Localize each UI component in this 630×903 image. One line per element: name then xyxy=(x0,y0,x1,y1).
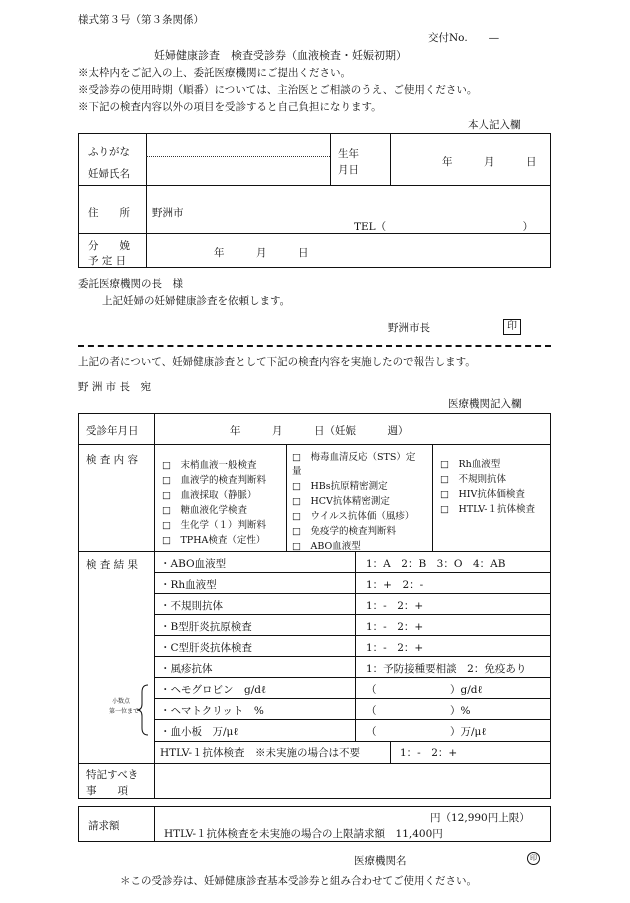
test-option[interactable]: □ 末梢血液一般検査 xyxy=(162,460,257,471)
note-1: ※太枠内をご記入の上、委託医療機関にご提出ください。 xyxy=(78,67,351,79)
result-value[interactable]: 1：- 2：+ xyxy=(366,621,424,633)
htlv-value[interactable]: 1：- 2：+ xyxy=(400,747,458,759)
billing-label: 請求額 xyxy=(88,820,120,832)
footer-note: ＊この受診券は、妊婦健康診査基本受診券と組み合わせてご使用ください。 xyxy=(120,875,477,887)
test-option[interactable]: □ 糖血液化学検査 xyxy=(162,505,247,516)
result-value[interactable]: 1：- 2：+ xyxy=(366,600,424,612)
clinic-entry-label: 医療機関記入欄 xyxy=(448,398,522,410)
delivery-date-field[interactable]: 年 月 日 xyxy=(214,247,309,259)
issue-number-label: 交付No. — xyxy=(428,32,500,44)
result-value[interactable]: 1：A 2：B 3：O 4：AB xyxy=(366,558,506,570)
name-label: 妊婦氏名 xyxy=(88,168,130,180)
result-item: ・血小板 万/μℓ xyxy=(160,726,239,738)
result-value[interactable]: 1：+ 2：- xyxy=(366,579,424,591)
result-item: ・ヘマトクリット % xyxy=(160,705,264,717)
billing-limit[interactable]: 円（12,990円上限） xyxy=(430,812,530,824)
address-field[interactable]: 野洲市 xyxy=(152,207,184,219)
result-value[interactable]: （ ）g/dℓ xyxy=(366,684,483,696)
decimal-note-2: 第一位まで xyxy=(109,708,140,715)
self-entry-label: 本人記入欄 xyxy=(468,119,521,131)
test-option[interactable]: □ 生化学（１）判断料 xyxy=(162,520,266,531)
mayor-label: 野洲市長 xyxy=(388,322,430,334)
note-2: ※受診券の使用時期（順番）については、主治医とご相談のうえ、ご使用ください。 xyxy=(78,84,478,96)
remarks-label-1: 特記すべき xyxy=(86,769,139,781)
addressee: 委託医療機関の長 様 xyxy=(78,278,183,290)
test-option[interactable]: □ 血液採取（静脈） xyxy=(162,490,257,501)
exam-date-field[interactable]: 年 月 日（妊娠 週） xyxy=(230,425,409,437)
birth-label-2: 月日 xyxy=(338,164,359,176)
test-option[interactable]: □ 梅毒血清反応（STS）定 xyxy=(292,452,416,463)
test-option[interactable]: □ ABO血液型 xyxy=(292,541,361,552)
billing-htlv-note: HTLV-１抗体検査を未実施の場合の上限請求額 11,400円 xyxy=(164,828,443,840)
test-option[interactable]: □ HTLV-１抗体検査 xyxy=(440,504,535,515)
tests-label: 検 査 内 容 xyxy=(86,454,139,466)
clinic-seal-stamp: 印 xyxy=(527,852,540,865)
page-title: 妊婦健康診査 検査受診券（血液検査・妊娠初期） xyxy=(154,49,407,62)
test-option[interactable]: □ HCV抗体精密測定 xyxy=(292,496,390,507)
result-value[interactable]: （ ）% xyxy=(366,705,471,717)
address-label: 住 所 xyxy=(88,207,130,219)
result-value[interactable]: 1：予防接種要相談 2：免疫あり xyxy=(366,663,527,675)
result-item: ・B型肝炎抗原検査 xyxy=(160,621,252,633)
test-option[interactable]: □ TPHA検査（定性） xyxy=(162,535,266,546)
tel-field[interactable]: TEL（ ） xyxy=(354,221,534,233)
test-option-continuation: 量 xyxy=(292,466,302,477)
test-option[interactable]: □ 不規則抗体 xyxy=(440,474,506,485)
delivery-label-2: 予 定 日 xyxy=(88,255,127,267)
result-value[interactable]: 1：- 2：+ xyxy=(366,642,424,654)
request-text: 上記妊婦の妊婦健康診査を依頼します。 xyxy=(102,295,291,307)
results-label: 検 査 結 果 xyxy=(86,559,139,571)
clinic-name-label: 医療機関名 xyxy=(354,855,407,867)
decimal-note-1: 小数点 xyxy=(112,698,131,705)
cut-line xyxy=(78,345,551,347)
exam-date-label: 受診年月日 xyxy=(86,425,139,437)
test-option[interactable]: □ 免疫学的検査判断料 xyxy=(292,526,396,537)
result-item: ・ABO血液型 xyxy=(160,558,227,570)
seal-stamp: 印 xyxy=(503,319,521,335)
result-item: ・C型肝炎抗体検査 xyxy=(160,642,253,654)
delivery-label-1: 分 娩 xyxy=(88,240,130,252)
htlv-line: HTLV-１抗体検査 ※未実施の場合は不要 xyxy=(160,747,361,759)
result-item: ・ヘモグロビン g/dℓ xyxy=(160,684,267,696)
test-option[interactable]: □ HBs抗原精密測定 xyxy=(292,481,388,492)
test-option[interactable]: □ HIV抗体価検査 xyxy=(440,489,525,500)
form-number: 様式第３号（第３条関係） xyxy=(78,14,204,26)
furigana-label: ふりがな xyxy=(88,146,130,158)
birth-label-1: 生年 xyxy=(338,148,359,160)
result-item: ・風疹抗体 xyxy=(160,663,213,675)
note-3: ※下記の検査内容以外の項目を受診すると自己負担になります。 xyxy=(78,101,382,113)
result-item: ・不規則抗体 xyxy=(160,600,223,612)
result-value[interactable]: （ ）万/μℓ xyxy=(366,726,487,738)
remarks-label-2: 事 項 xyxy=(86,785,128,797)
brace-icon xyxy=(136,684,150,736)
test-option[interactable]: □ 血液学的検査判断料 xyxy=(162,475,266,486)
birth-date-field[interactable]: 年 月 日 xyxy=(442,156,537,168)
test-option[interactable]: □ ウイルス抗体価（風疹） xyxy=(292,511,415,522)
report-statement: 上記の者について、妊婦健康診査として下記の検査内容を実施したので報告します。 xyxy=(78,356,476,368)
test-option[interactable]: □ Rh血液型 xyxy=(440,459,501,470)
result-item: ・Rh血液型 xyxy=(160,579,217,591)
report-recipient: 野 洲 市 長 宛 xyxy=(78,381,152,393)
